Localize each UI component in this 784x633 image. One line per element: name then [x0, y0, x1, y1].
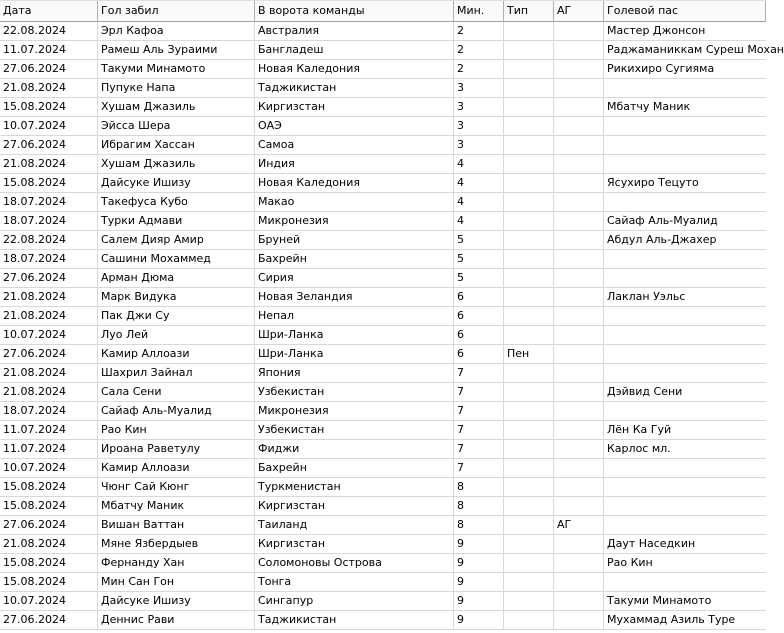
- cell-scorer[interactable]: Такефуса Кубо: [98, 193, 255, 211]
- cell-own-goal[interactable]: [554, 250, 604, 268]
- cell-opponent[interactable]: Бруней: [255, 231, 454, 249]
- cell-own-goal[interactable]: АГ: [554, 516, 604, 534]
- cell-minute[interactable]: 3: [454, 136, 504, 154]
- cell-assist[interactable]: Лён Ка Гуй: [607, 423, 672, 436]
- cell-minute[interactable]: 4: [454, 193, 504, 211]
- cell-assist[interactable]: [604, 497, 766, 515]
- cell-scorer[interactable]: Сайаф Аль-Муалид: [98, 402, 255, 420]
- cell-type[interactable]: [504, 250, 554, 268]
- cell-scorer[interactable]: Сала Сени: [98, 383, 255, 401]
- cell-own-goal[interactable]: [554, 22, 604, 40]
- table-header: [0, 0, 766, 22]
- cell-scorer[interactable]: Ироана Раветулу: [98, 440, 255, 458]
- cell-own-goal[interactable]: [554, 497, 604, 515]
- cell-opponent[interactable]: Бахрейн: [255, 459, 454, 477]
- cell-own-goal[interactable]: [554, 459, 604, 477]
- table-row[interactable]: [0, 98, 766, 117]
- cell-own-goal[interactable]: [554, 79, 604, 97]
- cell-minute[interactable]: 3: [454, 79, 504, 97]
- cell-date[interactable]: 21.08.2024: [0, 364, 98, 382]
- cell-date[interactable]: 15.08.2024: [0, 573, 98, 591]
- cell-scorer[interactable]: Рао Кин: [98, 421, 255, 439]
- cell-minute[interactable]: 6: [454, 326, 504, 344]
- cell-date[interactable]: 18.07.2024: [0, 250, 98, 268]
- cell-type[interactable]: [504, 269, 554, 287]
- table-row[interactable]: [0, 383, 766, 402]
- cell-opponent[interactable]: Таджикистан: [255, 79, 454, 97]
- cell-own-goal[interactable]: [554, 136, 604, 154]
- table-row[interactable]: [0, 250, 766, 269]
- cell-scorer[interactable]: Дайсуке Ишизу: [98, 592, 255, 610]
- cell-minute[interactable]: 5: [454, 269, 504, 287]
- cell-scorer[interactable]: Камир Аллоази: [98, 459, 255, 477]
- cell-type[interactable]: [504, 231, 554, 249]
- cell-opponent[interactable]: Узбекистан: [255, 421, 454, 439]
- cell-assist[interactable]: [604, 117, 766, 135]
- cell-assist[interactable]: [604, 79, 766, 97]
- cell-own-goal[interactable]: [554, 60, 604, 78]
- cell-minute[interactable]: 5: [454, 250, 504, 268]
- table-row[interactable]: [0, 611, 766, 630]
- cell-opponent[interactable]: Самоа: [255, 136, 454, 154]
- cell-date[interactable]: 21.08.2024: [0, 535, 98, 553]
- cell-opponent[interactable]: Австралия: [255, 22, 454, 40]
- cell-own-goal[interactable]: [554, 573, 604, 591]
- cell-type[interactable]: [504, 535, 554, 553]
- cell-opponent[interactable]: Тонга: [255, 573, 454, 591]
- cell-type[interactable]: [504, 136, 554, 154]
- cell-scorer[interactable]: Дайсуке Ишизу: [98, 174, 255, 192]
- table-row[interactable]: [0, 497, 766, 516]
- cell-minute[interactable]: 9: [454, 554, 504, 572]
- table-row[interactable]: [0, 459, 766, 478]
- cell-assist[interactable]: Мастер Джонсон: [607, 24, 706, 37]
- cell-opponent[interactable]: Киргизстан: [255, 497, 454, 515]
- cell-date[interactable]: 27.06.2024: [0, 611, 98, 629]
- cell-scorer[interactable]: Эрл Кафоа: [98, 22, 255, 40]
- cell-own-goal[interactable]: [554, 174, 604, 192]
- cell-date[interactable]: 21.08.2024: [0, 155, 98, 173]
- cell-date[interactable]: 22.08.2024: [0, 231, 98, 249]
- cell-scorer[interactable]: Пак Джи Су: [98, 307, 255, 325]
- cell-date[interactable]: 27.06.2024: [0, 516, 98, 534]
- cell-date[interactable]: 21.08.2024: [0, 288, 98, 306]
- cell-scorer[interactable]: Турки Адмави: [98, 212, 255, 230]
- cell-assist[interactable]: Мбатчу Маник: [607, 100, 691, 113]
- cell-minute[interactable]: 3: [454, 117, 504, 135]
- cell-scorer[interactable]: Вишан Ваттан: [98, 516, 255, 534]
- cell-scorer[interactable]: Хушам Джазиль: [98, 155, 255, 173]
- cell-type[interactable]: [504, 402, 554, 420]
- cell-opponent[interactable]: Шри-Ланка: [255, 326, 454, 344]
- cell-type[interactable]: [504, 611, 554, 629]
- table-row[interactable]: [0, 60, 766, 79]
- cell-date[interactable]: 11.07.2024: [0, 421, 98, 439]
- cell-minute[interactable]: 2: [454, 22, 504, 40]
- cell-own-goal[interactable]: [554, 364, 604, 382]
- table-row[interactable]: [0, 193, 766, 212]
- cell-date[interactable]: 10.07.2024: [0, 326, 98, 344]
- cell-scorer[interactable]: Такуми Минамото: [98, 60, 255, 78]
- cell-type[interactable]: [504, 174, 554, 192]
- table-row[interactable]: [0, 592, 766, 611]
- cell-opponent[interactable]: Новая Зеландия: [255, 288, 454, 306]
- cell-minute[interactable]: 4: [454, 155, 504, 173]
- table-row[interactable]: [0, 535, 766, 554]
- cell-own-goal[interactable]: [554, 41, 604, 59]
- cell-opponent[interactable]: Туркменистан: [255, 478, 454, 496]
- cell-minute[interactable]: 9: [454, 573, 504, 591]
- cell-date[interactable]: 15.08.2024: [0, 174, 98, 192]
- cell-assist[interactable]: Рикихиро Сугияма: [607, 62, 715, 75]
- table-row[interactable]: [0, 22, 766, 41]
- cell-opponent[interactable]: Бангладеш: [255, 41, 454, 59]
- column-header-opponent[interactable]: В ворота команды: [255, 1, 454, 21]
- cell-opponent[interactable]: Киргизстан: [255, 98, 454, 116]
- cell-own-goal[interactable]: [554, 592, 604, 610]
- cell-minute[interactable]: 7: [454, 440, 504, 458]
- cell-minute[interactable]: 8: [454, 478, 504, 496]
- cell-own-goal[interactable]: [554, 307, 604, 325]
- cell-date[interactable]: 11.07.2024: [0, 440, 98, 458]
- cell-minute[interactable]: 8: [454, 516, 504, 534]
- cell-assist[interactable]: Рао Кин: [607, 556, 653, 569]
- table-row[interactable]: [0, 117, 766, 136]
- column-header-minute[interactable]: Мин.: [454, 1, 504, 21]
- cell-own-goal[interactable]: [554, 611, 604, 629]
- cell-type[interactable]: [504, 60, 554, 78]
- cell-opponent[interactable]: Новая Каледония: [255, 60, 454, 78]
- table-row[interactable]: [0, 421, 766, 440]
- cell-date[interactable]: 15.08.2024: [0, 554, 98, 572]
- table-body: [0, 22, 784, 630]
- cell-opponent[interactable]: Япония: [255, 364, 454, 382]
- cell-date[interactable]: 18.07.2024: [0, 193, 98, 211]
- cell-scorer[interactable]: Ибрагим Хассан: [98, 136, 255, 154]
- cell-type[interactable]: [504, 573, 554, 591]
- cell-assist[interactable]: [604, 516, 766, 534]
- cell-opponent[interactable]: Непал: [255, 307, 454, 325]
- cell-date[interactable]: 27.06.2024: [0, 345, 98, 363]
- cell-date[interactable]: 11.07.2024: [0, 41, 98, 59]
- cell-date[interactable]: 10.07.2024: [0, 592, 98, 610]
- cell-type[interactable]: [504, 117, 554, 135]
- cell-date[interactable]: 21.08.2024: [0, 383, 98, 401]
- cell-own-goal[interactable]: [554, 440, 604, 458]
- cell-assist[interactable]: [604, 402, 766, 420]
- cell-type[interactable]: [504, 98, 554, 116]
- cell-opponent[interactable]: Соломоновы Острова: [255, 554, 454, 572]
- cell-assist[interactable]: Раджаманиккам Суреш Мохан: [607, 43, 784, 56]
- cell-type[interactable]: Пен: [504, 345, 554, 363]
- cell-date[interactable]: 15.08.2024: [0, 497, 98, 515]
- cell-minute[interactable]: 4: [454, 212, 504, 230]
- cell-type[interactable]: [504, 516, 554, 534]
- cell-opponent[interactable]: Микронезия: [255, 402, 454, 420]
- cell-scorer[interactable]: Деннис Рави: [98, 611, 255, 629]
- cell-date[interactable]: 21.08.2024: [0, 79, 98, 97]
- cell-assist[interactable]: [604, 307, 766, 325]
- cell-minute[interactable]: 9: [454, 535, 504, 553]
- cell-type[interactable]: [504, 326, 554, 344]
- cell-assist[interactable]: Абдул Аль-Джахер: [607, 233, 717, 246]
- cell-assist[interactable]: [604, 364, 766, 382]
- cell-own-goal[interactable]: [554, 117, 604, 135]
- cell-date[interactable]: 21.08.2024: [0, 307, 98, 325]
- cell-opponent[interactable]: Шри-Ланка: [255, 345, 454, 363]
- cell-own-goal[interactable]: [554, 421, 604, 439]
- cell-type[interactable]: [504, 41, 554, 59]
- cell-own-goal[interactable]: [554, 98, 604, 116]
- table-row[interactable]: [0, 478, 766, 497]
- cell-date[interactable]: 18.07.2024: [0, 212, 98, 230]
- cell-minute[interactable]: 9: [454, 592, 504, 610]
- table-row[interactable]: [0, 136, 766, 155]
- table-row[interactable]: [0, 554, 766, 573]
- table-row[interactable]: [0, 212, 766, 231]
- cell-minute[interactable]: 3: [454, 98, 504, 116]
- cell-own-goal[interactable]: [554, 478, 604, 496]
- cell-assist[interactable]: [604, 345, 766, 363]
- cell-opponent[interactable]: ОАЭ: [255, 117, 454, 135]
- cell-opponent[interactable]: Узбекистан: [255, 383, 454, 401]
- cell-assist[interactable]: [604, 250, 766, 268]
- cell-type[interactable]: [504, 155, 554, 173]
- cell-assist[interactable]: Лаклан Уэльс: [607, 290, 686, 303]
- cell-date[interactable]: 10.07.2024: [0, 459, 98, 477]
- cell-assist[interactable]: Мухаммад Азиль Туре: [607, 613, 736, 626]
- cell-assist[interactable]: Дэйвид Сени: [607, 385, 683, 398]
- cell-date[interactable]: 22.08.2024: [0, 22, 98, 40]
- cell-type[interactable]: [504, 364, 554, 382]
- table-row[interactable]: [0, 345, 766, 364]
- table-row[interactable]: [0, 326, 766, 345]
- cell-scorer[interactable]: Мяне Язбердыев: [98, 535, 255, 553]
- cell-opponent[interactable]: Сирия: [255, 269, 454, 287]
- cell-minute[interactable]: 7: [454, 421, 504, 439]
- cell-opponent[interactable]: Микронезия: [255, 212, 454, 230]
- cell-opponent[interactable]: Бахрейн: [255, 250, 454, 268]
- cell-type[interactable]: [504, 383, 554, 401]
- table-row[interactable]: [0, 155, 766, 174]
- cell-type[interactable]: [504, 288, 554, 306]
- cell-minute[interactable]: 2: [454, 60, 504, 78]
- cell-assist[interactable]: [604, 269, 766, 287]
- cell-date[interactable]: 27.06.2024: [0, 60, 98, 78]
- cell-scorer[interactable]: Эйсса Шера: [98, 117, 255, 135]
- column-header-scorer[interactable]: Гол забил: [98, 1, 255, 21]
- table-row[interactable]: [0, 440, 766, 459]
- table-row[interactable]: [0, 288, 766, 307]
- cell-minute[interactable]: 6: [454, 288, 504, 306]
- cell-assist[interactable]: [604, 459, 766, 477]
- table-row[interactable]: [0, 41, 784, 60]
- cell-minute[interactable]: 7: [454, 364, 504, 382]
- cell-assist[interactable]: Карлос мл.: [607, 442, 671, 455]
- table-row[interactable]: [0, 231, 766, 250]
- cell-scorer[interactable]: Фернанду Хан: [98, 554, 255, 572]
- cell-own-goal[interactable]: [554, 269, 604, 287]
- cell-own-goal[interactable]: [554, 231, 604, 249]
- cell-type[interactable]: [504, 440, 554, 458]
- cell-date[interactable]: 27.06.2024: [0, 269, 98, 287]
- cell-type[interactable]: [504, 307, 554, 325]
- cell-type[interactable]: [504, 497, 554, 515]
- cell-scorer[interactable]: Сашини Мохаммед: [98, 250, 255, 268]
- cell-date[interactable]: 27.06.2024: [0, 136, 98, 154]
- table-row[interactable]: [0, 79, 766, 98]
- cell-date[interactable]: 10.07.2024: [0, 117, 98, 135]
- cell-scorer[interactable]: Луо Лей: [98, 326, 255, 344]
- column-header-own-goal[interactable]: АГ: [554, 1, 604, 21]
- cell-own-goal[interactable]: [554, 326, 604, 344]
- cell-own-goal[interactable]: [554, 212, 604, 230]
- cell-assist[interactable]: [604, 136, 766, 154]
- cell-scorer[interactable]: Хушам Джазиль: [98, 98, 255, 116]
- cell-own-goal[interactable]: [554, 193, 604, 211]
- cell-date[interactable]: 18.07.2024: [0, 402, 98, 420]
- cell-assist[interactable]: Такуми Минамото: [607, 594, 712, 607]
- column-header-assist[interactable]: Голевой пас: [604, 1, 766, 21]
- cell-minute[interactable]: 9: [454, 611, 504, 629]
- cell-scorer[interactable]: Салем Дияр Амир: [98, 231, 255, 249]
- cell-type[interactable]: [504, 554, 554, 572]
- cell-own-goal[interactable]: [554, 288, 604, 306]
- table-row[interactable]: [0, 402, 766, 421]
- cell-assist[interactable]: Даут Наседкин: [607, 537, 696, 550]
- table-row[interactable]: [0, 269, 766, 288]
- cell-own-goal[interactable]: [554, 535, 604, 553]
- column-header-type[interactable]: Тип: [504, 1, 554, 21]
- cell-minute[interactable]: 2: [454, 41, 504, 59]
- cell-opponent[interactable]: Таиланд: [255, 516, 454, 534]
- cell-date[interactable]: 15.08.2024: [0, 478, 98, 496]
- cell-opponent[interactable]: Таджикистан: [255, 611, 454, 629]
- cell-scorer[interactable]: Пупуке Напа: [98, 79, 255, 97]
- cell-scorer[interactable]: Арман Дюма: [98, 269, 255, 287]
- cell-assist[interactable]: [604, 193, 766, 211]
- table-row[interactable]: [0, 573, 766, 592]
- cell-assist[interactable]: [604, 478, 766, 496]
- cell-minute[interactable]: 7: [454, 459, 504, 477]
- cell-scorer[interactable]: Шахрил Зайнал: [98, 364, 255, 382]
- cell-own-goal[interactable]: [554, 345, 604, 363]
- cell-type[interactable]: [504, 79, 554, 97]
- cell-opponent[interactable]: Сингапур: [255, 592, 454, 610]
- cell-scorer[interactable]: Камир Аллоази: [98, 345, 255, 363]
- cell-type[interactable]: [504, 478, 554, 496]
- cell-opponent[interactable]: Новая Каледония: [255, 174, 454, 192]
- cell-own-goal[interactable]: [554, 554, 604, 572]
- cell-type[interactable]: [504, 459, 554, 477]
- cell-opponent[interactable]: Макао: [255, 193, 454, 211]
- cell-date[interactable]: 15.08.2024: [0, 98, 98, 116]
- cell-opponent[interactable]: Фиджи: [255, 440, 454, 458]
- cell-assist[interactable]: [604, 155, 766, 173]
- cell-assist[interactable]: [604, 573, 766, 591]
- table-row[interactable]: [0, 516, 766, 535]
- cell-opponent[interactable]: Киргизстан: [255, 535, 454, 553]
- cell-minute[interactable]: 7: [454, 402, 504, 420]
- cell-own-goal[interactable]: [554, 383, 604, 401]
- cell-type[interactable]: [504, 22, 554, 40]
- cell-assist[interactable]: Ясухиро Тецуто: [607, 176, 699, 189]
- cell-minute[interactable]: 5: [454, 231, 504, 249]
- cell-type[interactable]: [504, 592, 554, 610]
- cell-assist[interactable]: Сайаф Аль-Муалид: [607, 214, 718, 227]
- cell-assist[interactable]: [604, 326, 766, 344]
- cell-scorer[interactable]: Мин Сан Гон: [98, 573, 255, 591]
- cell-type[interactable]: [504, 212, 554, 230]
- cell-scorer[interactable]: Чюнг Сай Кюнг: [98, 478, 255, 496]
- table-row[interactable]: [0, 307, 766, 326]
- cell-type[interactable]: [504, 193, 554, 211]
- cell-minute[interactable]: 8: [454, 497, 504, 515]
- cell-opponent[interactable]: Индия: [255, 155, 454, 173]
- table-row[interactable]: [0, 364, 766, 383]
- cell-scorer[interactable]: Марк Видука: [98, 288, 255, 306]
- cell-minute[interactable]: 6: [454, 307, 504, 325]
- cell-type[interactable]: [504, 421, 554, 439]
- table-row[interactable]: [0, 174, 766, 193]
- column-header-date[interactable]: Дата: [0, 1, 98, 21]
- cell-minute[interactable]: 4: [454, 174, 504, 192]
- cell-minute[interactable]: 7: [454, 383, 504, 401]
- cell-scorer[interactable]: Рамеш Аль Зураими: [98, 41, 255, 59]
- cell-minute[interactable]: 6: [454, 345, 504, 363]
- cell-own-goal[interactable]: [554, 155, 604, 173]
- cell-scorer[interactable]: Мбатчу Маник: [98, 497, 255, 515]
- cell-own-goal[interactable]: [554, 402, 604, 420]
